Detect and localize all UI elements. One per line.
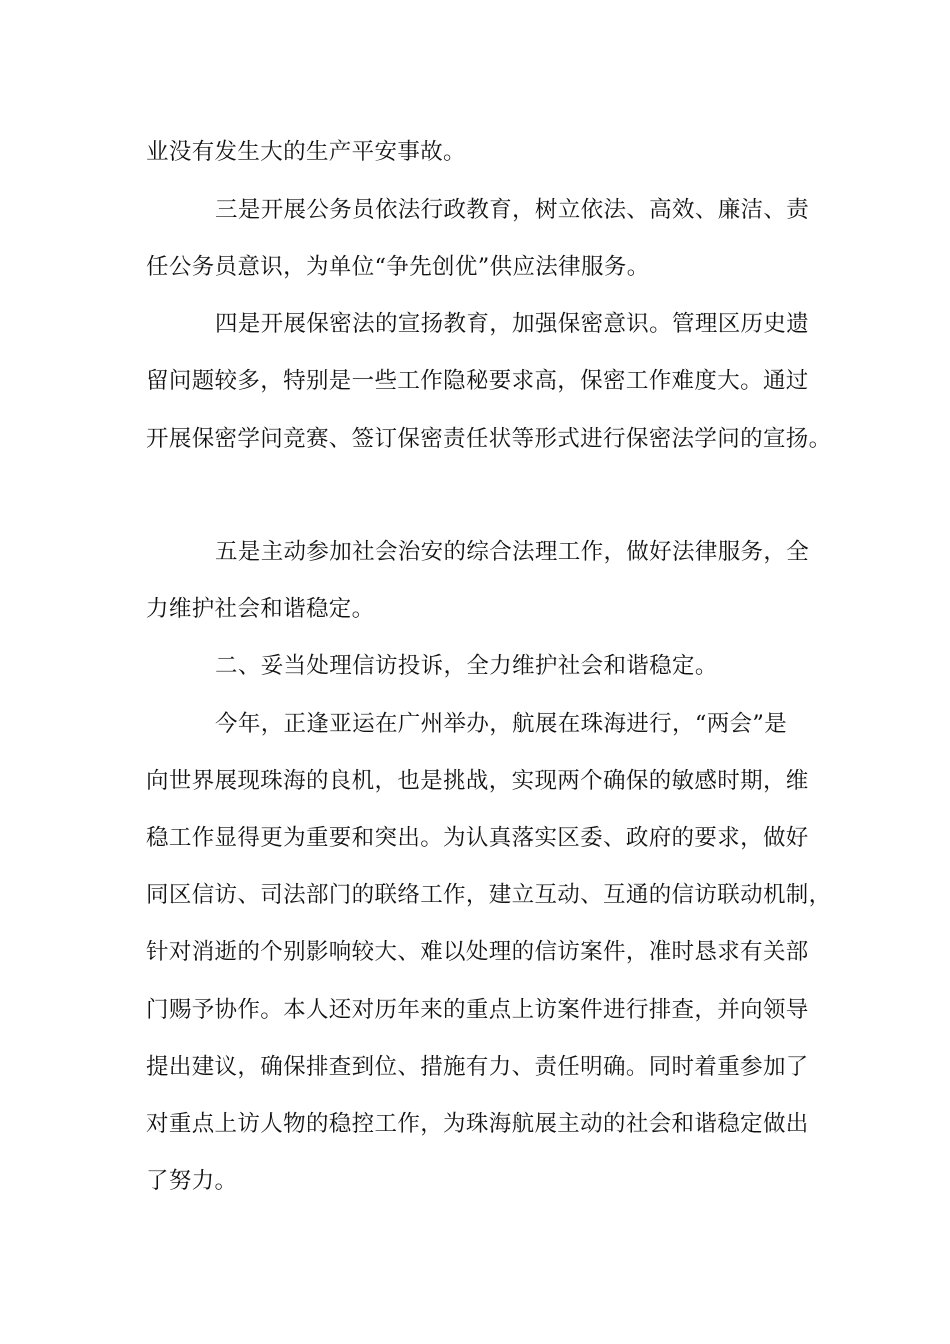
- text-line: 同区信访、司法部门的联络工作，建立互动、互通的信访联动机制，: [146, 882, 832, 908]
- text-line: 开展保密学问竞赛、签订保密责任状等形式进行保密法学问的宣扬。: [146, 426, 832, 452]
- text-line: 对重点上访人物的稳控工作，为珠海航展主动的社会和谐稳定做出: [146, 1111, 809, 1137]
- text-line: 向世界展现珠海的良机，也是挑战，实现两个确保的敏感时期，维: [146, 768, 809, 794]
- text-line: 留问题较多，特别是一些工作隐秘要求高，保密工作难度大。通过: [146, 368, 809, 394]
- text-line: 二、妥当处理信访投诉，全力维护社会和谐稳定。: [215, 653, 718, 679]
- text-line: 稳工作显得更为重要和突出。为认真落实区委、政府的要求，做好: [146, 825, 809, 851]
- text-line: 五是主动参加社会治安的综合法理工作，做好法律服务，全: [215, 539, 810, 565]
- text-line: 业没有发生大的生产平安事故。: [146, 139, 466, 165]
- text-line: 任公务员意识，为单位“争先创优”供应法律服务。: [146, 254, 650, 280]
- text-line: 针对消逝的个别影响较大、难以处理的信访案件，准时恳求有关部: [146, 939, 809, 965]
- text-line: 提出建议，确保排查到位、措施有力、责任明确。同时着重参加了: [146, 1054, 809, 1080]
- text-line: 三是开展公务员依法行政教育，树立依法、高效、廉洁、责: [215, 197, 810, 223]
- text-line: 今年，正逢亚运在广州举办，航展在珠海进行，“两会”是: [215, 711, 788, 737]
- text-line: 了努力。: [146, 1168, 238, 1194]
- text-line: 力维护社会和谐稳定。: [146, 596, 375, 622]
- text-line: 门赐予协作。本人还对历年来的重点上访案件进行排查，并向领导: [146, 997, 809, 1023]
- text-line: 四是开展保密法的宣扬教育，加强保密意识。管理区历史遗: [215, 311, 810, 337]
